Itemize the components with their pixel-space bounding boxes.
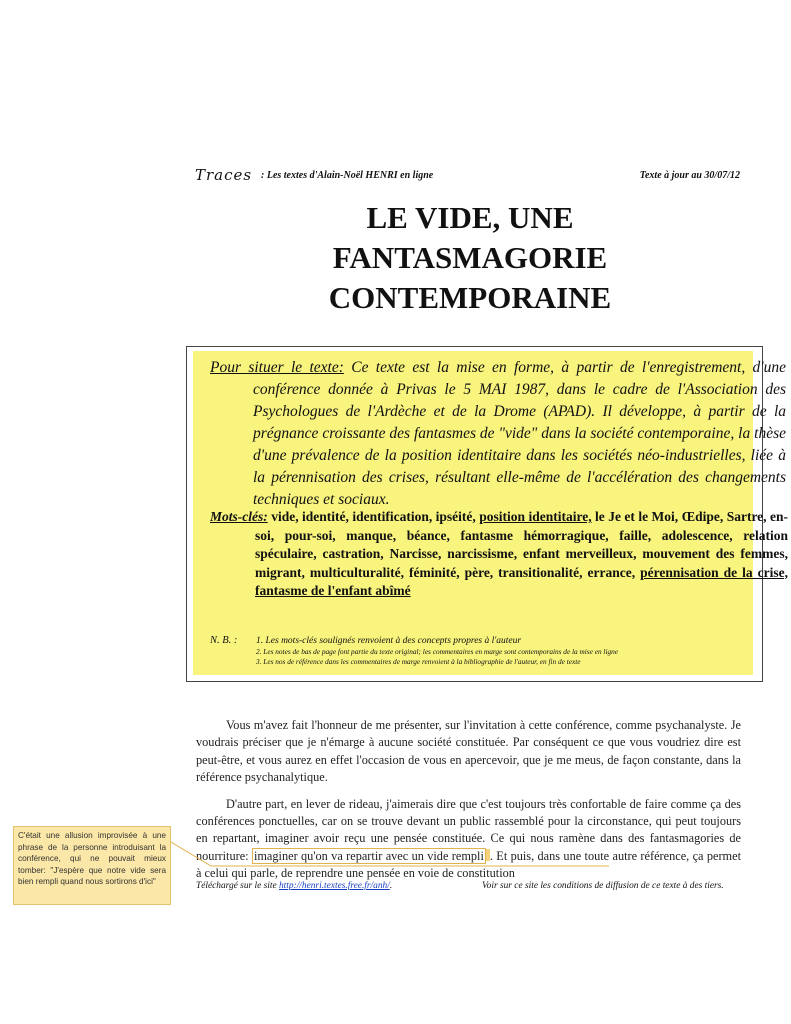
keywords-text-1: vide, identité, identification, ipséité,	[267, 509, 480, 524]
site-link[interactable]: http://henri.textes.free.fr/anh/	[278, 881, 390, 891]
intro-label: Pour situer le texte:	[210, 359, 344, 376]
comment-text: C'était une allusion improvisée à une phrase de la personne introduisant la conférence, qui ne pouvait mieux tomber: "J'espère que notre vide sera bien rempli quand nous sortirons d'ici"	[18, 831, 166, 887]
keywords-paragraph	[210, 508, 788, 601]
nb-line-3: 3. Les nos de référence dans les commentaires de marge renvoient à la bibliographie de l'auteur, en fin de texte	[256, 657, 581, 666]
title-line-2: FANTASMAGORIE	[332, 240, 608, 275]
intro-text: Ce texte est la mise en forme, à partir de l'enregistrement, d'une conférence donnée à Privas le 5 MAI 1987, dans le cadre de l'Association des Psychologues de l'Ardèche et de la Drome (APAD). Il développe, à partir de la prégnance croissante des fantasmes de "vide" dans la société contemporaine, la thèse d'une prévalence de la position identitaire dans les sociétés néo-industrielles, liée à la pérennisation des crises, résultant elle-même de l'accélération des changements techniques et sociaux.	[253, 359, 787, 508]
nb-line-1: 1. Les mots-clés soulignés renvoient à des concepts propres à l'auteur	[256, 636, 522, 646]
keywords-label: Mots-clés:	[210, 509, 268, 524]
body-text	[196, 717, 741, 892]
keyword-underlined-1: position identitaire,	[479, 509, 592, 524]
diffusion-note: Voir sur ce site les conditions de diffusion de ce texte à des tiers.	[482, 881, 724, 891]
title-line-3: CONTEMPORAINE	[328, 280, 612, 315]
body-paragraph-2	[196, 796, 741, 883]
body-paragraph-2-start: D'autre part, en lever de rideau, j'aimerais dire que c'est toujours très confortable de faire comme ça des conférences ponctuelles, car on se trouve devant un public rassemblé pour la circonstance, qui peut toujours en repartant, imaginer avoir reçu une pensée constituée. Ce qui nous ramène dans des fantasmagories de nourriture:	[196, 796, 741, 863]
keywords-text-2: le Je et le Moi, Œdipe, Sartre, en-soi, pour-soi, manque, béance, fantasme hémorragique, faille, adolescence, relation spéculaire, castration, Narcisse, narcissisme, enfant merveilleux, mouvement des femmes, migrant, multiculturalité, féminité, père, transitionalité, errance,	[255, 509, 788, 580]
body-paragraph-2-end: . Et puis, dans une toute autre référence, ça permet à celui qui parle, de reprendre une pensée en voie de constitution	[196, 848, 741, 881]
download-suffix: .	[389, 881, 393, 891]
context-box	[186, 346, 788, 682]
body-paragraph-1: Vous m'avez fait l'honneur de me présenter, sur l'invitation à cette conférence, comme psychanalyste. Je voudrais préciser que je n'émarge à aucune société constituée. Par conséquent ce que vous voudriez dire est peut-être, et vous aurez en effet l'occasion de vous en apercevoir, que je me meus, de façon constante, dans la référence psychanalytique.	[196, 718, 741, 785]
title-line-1: LE VIDE, UNE	[366, 200, 574, 235]
nb-line-2: 2. Les notes de bas de page font partie du texte original; les commentaires en marge sont contemporains de la mise en ligne	[256, 647, 619, 656]
margin-comment[interactable]	[13, 826, 171, 905]
intro-paragraph	[210, 357, 786, 511]
download-prefix: Téléchargé sur le site	[196, 881, 279, 891]
page-header	[195, 166, 740, 184]
download-note	[196, 881, 392, 891]
commented-text-highlight[interactable]: imaginer qu'on va repartir avec un vide rempli	[253, 848, 484, 863]
keyword-underlined-2: pérennisation de la crise,	[640, 564, 788, 580]
header-subtitle: : Les textes d'Alain-Noël HENRI en ligne	[261, 170, 434, 181]
nb-lines	[256, 635, 743, 667]
keyword-underlined-3: fantasme de l'enfant abîmé	[255, 583, 411, 598]
context-box-highlight	[193, 351, 788, 675]
header-date: Texte à jour au 30/07/12	[639, 170, 740, 181]
brand-logo: Traces	[195, 166, 253, 184]
document-title	[260, 198, 680, 318]
nb-label: N. B. :	[210, 635, 238, 646]
